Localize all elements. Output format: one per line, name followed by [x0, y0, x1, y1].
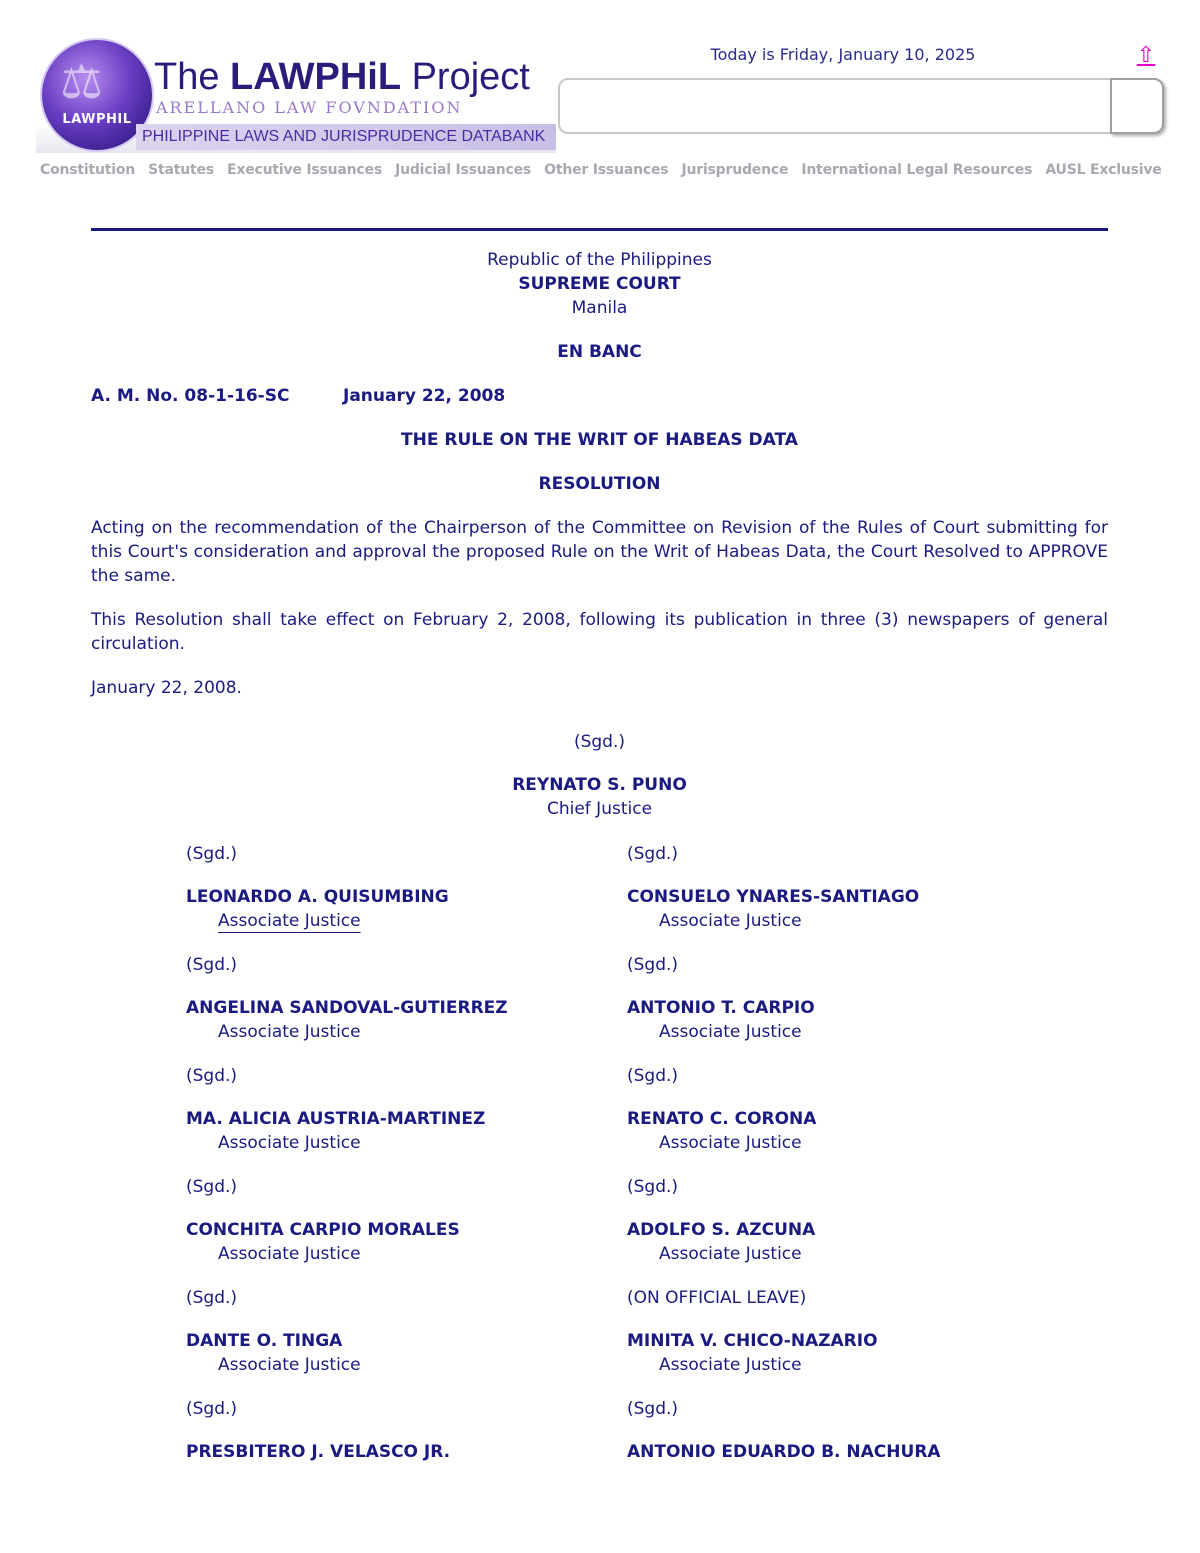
signatory: (Sgd.) MA. ALICIA AUSTRIA-MARTINEZ Associate Justice: [186, 1066, 486, 1153]
signatory: (Sgd.) ANTONIO T. CARPIO Associate Justice: [627, 955, 815, 1042]
nav-jurisprudence[interactable]: Jurisprudence: [681, 162, 789, 178]
nav-international-legal-resources[interactable]: International Legal Resources: [801, 162, 1033, 178]
signatory: (Sgd.) LEONARDO A. QUISUMBING Associate Justice: [186, 844, 449, 931]
court-city: Manila: [571, 298, 628, 318]
case-line: [91, 384, 1108, 408]
chief-title: Chief Justice: [546, 799, 653, 819]
associate-justice-link[interactable]: Associate Justice: [218, 911, 361, 931]
lawphil-logo[interactable]: [36, 38, 556, 153]
site-header: [0, 0, 1200, 190]
main-nav: [40, 159, 1160, 178]
chief-sgd: (Sgd.): [573, 732, 626, 752]
signatory: (Sgd.) CONSUELO YNARES-SANTIAGO Associate Justice: [627, 844, 920, 931]
closing-date: January 22, 2008.: [91, 678, 242, 698]
signatory: (ON OFFICIAL LEAVE) MINITA V. CHICO-NAZARIO Associate Justice: [627, 1288, 878, 1375]
signatory: (Sgd.) ANTONIO EDUARDO B. NACHURA: [627, 1399, 941, 1462]
search-button[interactable]: [1110, 78, 1164, 134]
logo-title: The LAWPHiL Project: [154, 56, 530, 98]
document-title: THE RULE ON THE WRIT OF HABEAS DATA: [401, 430, 798, 450]
signatory: (Sgd.) CONCHITA CARPIO MORALES Associate Justice: [186, 1177, 460, 1264]
home-icon[interactable]: ⇧: [1136, 43, 1156, 68]
header-divider: [91, 228, 1108, 231]
signatories-left: [186, 842, 626, 1508]
case-date: January 22, 2008: [343, 386, 506, 406]
paragraph-1: Acting on the recommendation of the Chairperson of the Committee on Revision of the Rules of Court submitting for this Court's consideration and approval the proposed Rule on the Writ of Habeas Data, the Court Resolved to APPROVE the same.: [91, 518, 1108, 586]
nav-executive-issuances[interactable]: Executive Issuances: [227, 162, 382, 178]
document-body: [91, 248, 1108, 1462]
search-input[interactable]: [558, 78, 1118, 134]
paragraph-2: This Resolution shall take effect on February 2, 2008, following its publication in three (3) newspapers of general circulation.: [91, 610, 1108, 654]
signatory: (Sgd.) ANGELINA SANDOVAL-GUTIERREZ Associate Justice: [186, 955, 508, 1042]
nav-statutes[interactable]: Statutes: [148, 162, 214, 178]
logo-subtitle: ARELLANO LAW FOVNDATION: [156, 98, 463, 117]
signatory: (Sgd.) DANTE O. TINGA Associate Justice: [186, 1288, 361, 1375]
today-date: Today is Friday, January 10, 2025: [710, 45, 976, 64]
division: EN BANC: [557, 342, 642, 362]
scales-of-justice-icon: ⚖: [60, 54, 104, 110]
chief-name: REYNATO S. PUNO: [512, 775, 687, 795]
nav-judicial-issuances[interactable]: Judicial Issuances: [395, 162, 532, 178]
nav-ausl-exclusive[interactable]: AUSL Exclusive: [1045, 162, 1162, 178]
signatory: (Sgd.) ADOLFO S. AZCUNA Associate Justice: [627, 1177, 816, 1264]
case-number: A. M. No. 08-1-16-SC: [91, 386, 290, 406]
signatory: (Sgd.) PRESBITERO J. VELASCO JR.: [186, 1399, 451, 1462]
republic-line: Republic of the Philippines: [487, 250, 712, 270]
signatories-right: [627, 842, 1067, 1508]
nav-other-issuances[interactable]: Other Issuances: [544, 162, 669, 178]
court-name: SUPREME COURT: [518, 274, 681, 294]
seal-mark: LAWPHIL: [62, 112, 132, 127]
logo-databank: PHILIPPINE LAWS AND JURISPRUDENCE DATABANK: [142, 128, 546, 145]
signatory: (Sgd.) RENATO C. CORONA Associate Justice: [627, 1066, 817, 1153]
resolution-heading: RESOLUTION: [538, 474, 661, 494]
nav-constitution[interactable]: Constitution: [40, 162, 136, 178]
